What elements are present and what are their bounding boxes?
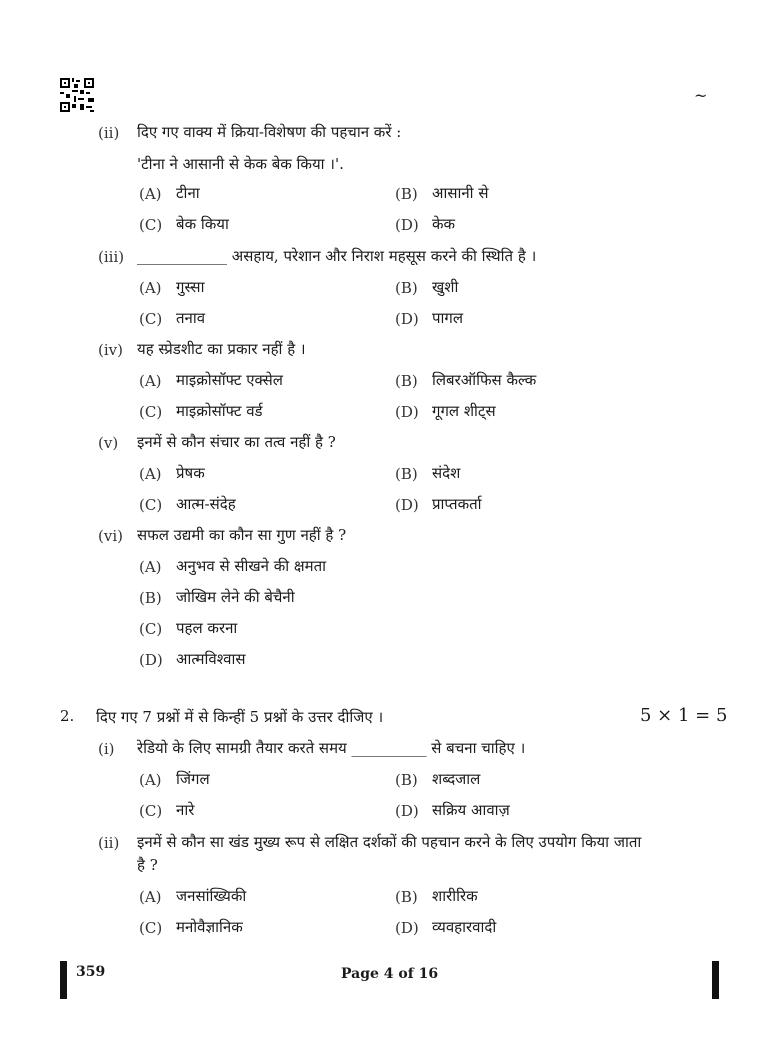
option-label: (B) (395, 372, 418, 390)
option-text: पागल (432, 309, 464, 327)
option-label: (A) (139, 558, 162, 576)
question-text: इनमें से कौन संचार का तत्व नहीं है ? (137, 433, 336, 451)
option-label: (B) (139, 589, 162, 607)
option-text: जिंगल (176, 770, 210, 788)
option-label: (D) (395, 216, 419, 234)
qr-code (60, 78, 94, 112)
question-text: रेडियो के लिए सामग्री तैयार करते समय __________ से बचना चाहिए । (137, 739, 526, 757)
option-text: तनाव (176, 309, 206, 327)
paper-code: 359 (76, 964, 106, 980)
option-label: (D) (395, 310, 419, 328)
option-label: (A) (139, 372, 162, 390)
option-label: (B) (395, 771, 418, 789)
question-number: (iii) (98, 248, 125, 266)
question-number: (ii) (98, 124, 120, 142)
option-label: (C) (139, 802, 163, 820)
option-label: (A) (139, 888, 162, 906)
option-text: प्राप्तकर्ता (432, 495, 482, 513)
option-text: आत्म-संदेह (176, 495, 236, 513)
question-number: (vi) (98, 527, 123, 545)
question-text: सफल उद्यमी का कौन सा गुण नहीं है ? (137, 526, 347, 544)
option-label: (A) (139, 771, 162, 789)
option-text: जोखिम लेने की बेचैनी (176, 588, 295, 606)
option-text: आसानी से (432, 184, 489, 202)
option-text: शारीरिक (432, 887, 478, 905)
option-text: गुस्सा (176, 278, 205, 296)
option-text: मनोवैज्ञानिक (176, 918, 243, 936)
option-label: (A) (139, 465, 162, 483)
option-text: माइक्रोसॉफ्ट वर्ड (176, 402, 263, 420)
option-label: (B) (395, 888, 418, 906)
option-text: केक (432, 215, 456, 233)
option-text: सक्रिय आवाज़ (432, 801, 510, 819)
option-label: (C) (139, 216, 163, 234)
option-label: (C) (139, 310, 163, 328)
corner-tilde: ~ (694, 86, 708, 105)
option-text: माइक्रोसॉफ्ट एक्सेल (176, 371, 283, 389)
option-label: (C) (139, 496, 163, 514)
option-label: (D) (139, 651, 163, 669)
option-label: (D) (395, 802, 419, 820)
option-text: व्यवहारवादी (432, 918, 497, 936)
question-number: (i) (98, 740, 115, 758)
option-text: टीना (176, 184, 200, 202)
option-text: लिबरऑफिस कैल्क (432, 371, 537, 389)
question-number: (iv) (98, 341, 123, 359)
option-label: (D) (395, 403, 419, 421)
question-text: यह स्प्रेडशीट का प्रकार नहीं है । (137, 340, 306, 358)
footer-left-bar (60, 961, 67, 999)
option-text: बेक किया (176, 215, 229, 233)
option-label: (C) (139, 620, 163, 638)
option-label: (B) (395, 185, 418, 203)
footer-right-bar (712, 961, 719, 999)
question-text: ____________ असहाय, परेशान और निराश महसूस करने की स्थिति है । (137, 247, 537, 265)
option-label: (B) (395, 279, 418, 297)
question-number: (ii) (98, 834, 120, 852)
option-text: आत्मविश्वास (176, 650, 246, 668)
option-text: गूगल शीट्स (432, 402, 496, 420)
option-label: (C) (139, 919, 163, 937)
option-text: संदेश (432, 464, 461, 482)
option-label: (A) (139, 279, 162, 297)
option-text: शब्दजाल (432, 770, 481, 788)
option-text: जनसांख्यिकी (176, 887, 247, 905)
page-number: Page 4 of 16 (341, 966, 439, 982)
marks-allocation: 5 × 1 = 5 (640, 705, 728, 726)
option-text: प्रेषक (176, 464, 205, 482)
option-text: नारे (176, 801, 195, 819)
option-text: खुशी (432, 278, 459, 296)
option-label: (D) (395, 919, 419, 937)
option-text: अनुभव से सीखने की क्षमता (176, 557, 327, 575)
option-label: (A) (139, 185, 162, 203)
option-text: पहल करना (176, 619, 238, 637)
question-sentence: 'टीना ने आसानी से केक बेक किया ।'. (137, 155, 344, 173)
question-text-line2: है ? (137, 856, 158, 874)
question-number: (v) (98, 434, 119, 452)
question-text: दिए गए वाक्य में क्रिया-विशेषण की पहचान करें : (137, 123, 402, 141)
question-number: 2. (60, 707, 75, 725)
section-instruction: दिए गए 7 प्रश्नों में से किन्हीं 5 प्रश्नों के उत्तर दीजिए । (96, 708, 384, 726)
option-label: (D) (395, 496, 419, 514)
option-label: (B) (395, 465, 418, 483)
option-label: (C) (139, 403, 163, 421)
question-text-line1: इनमें से कौन सा खंड मुख्य रूप से लक्षित दर्शकों की पहचान करने के लिए उपयोग किया जाता (137, 833, 642, 851)
